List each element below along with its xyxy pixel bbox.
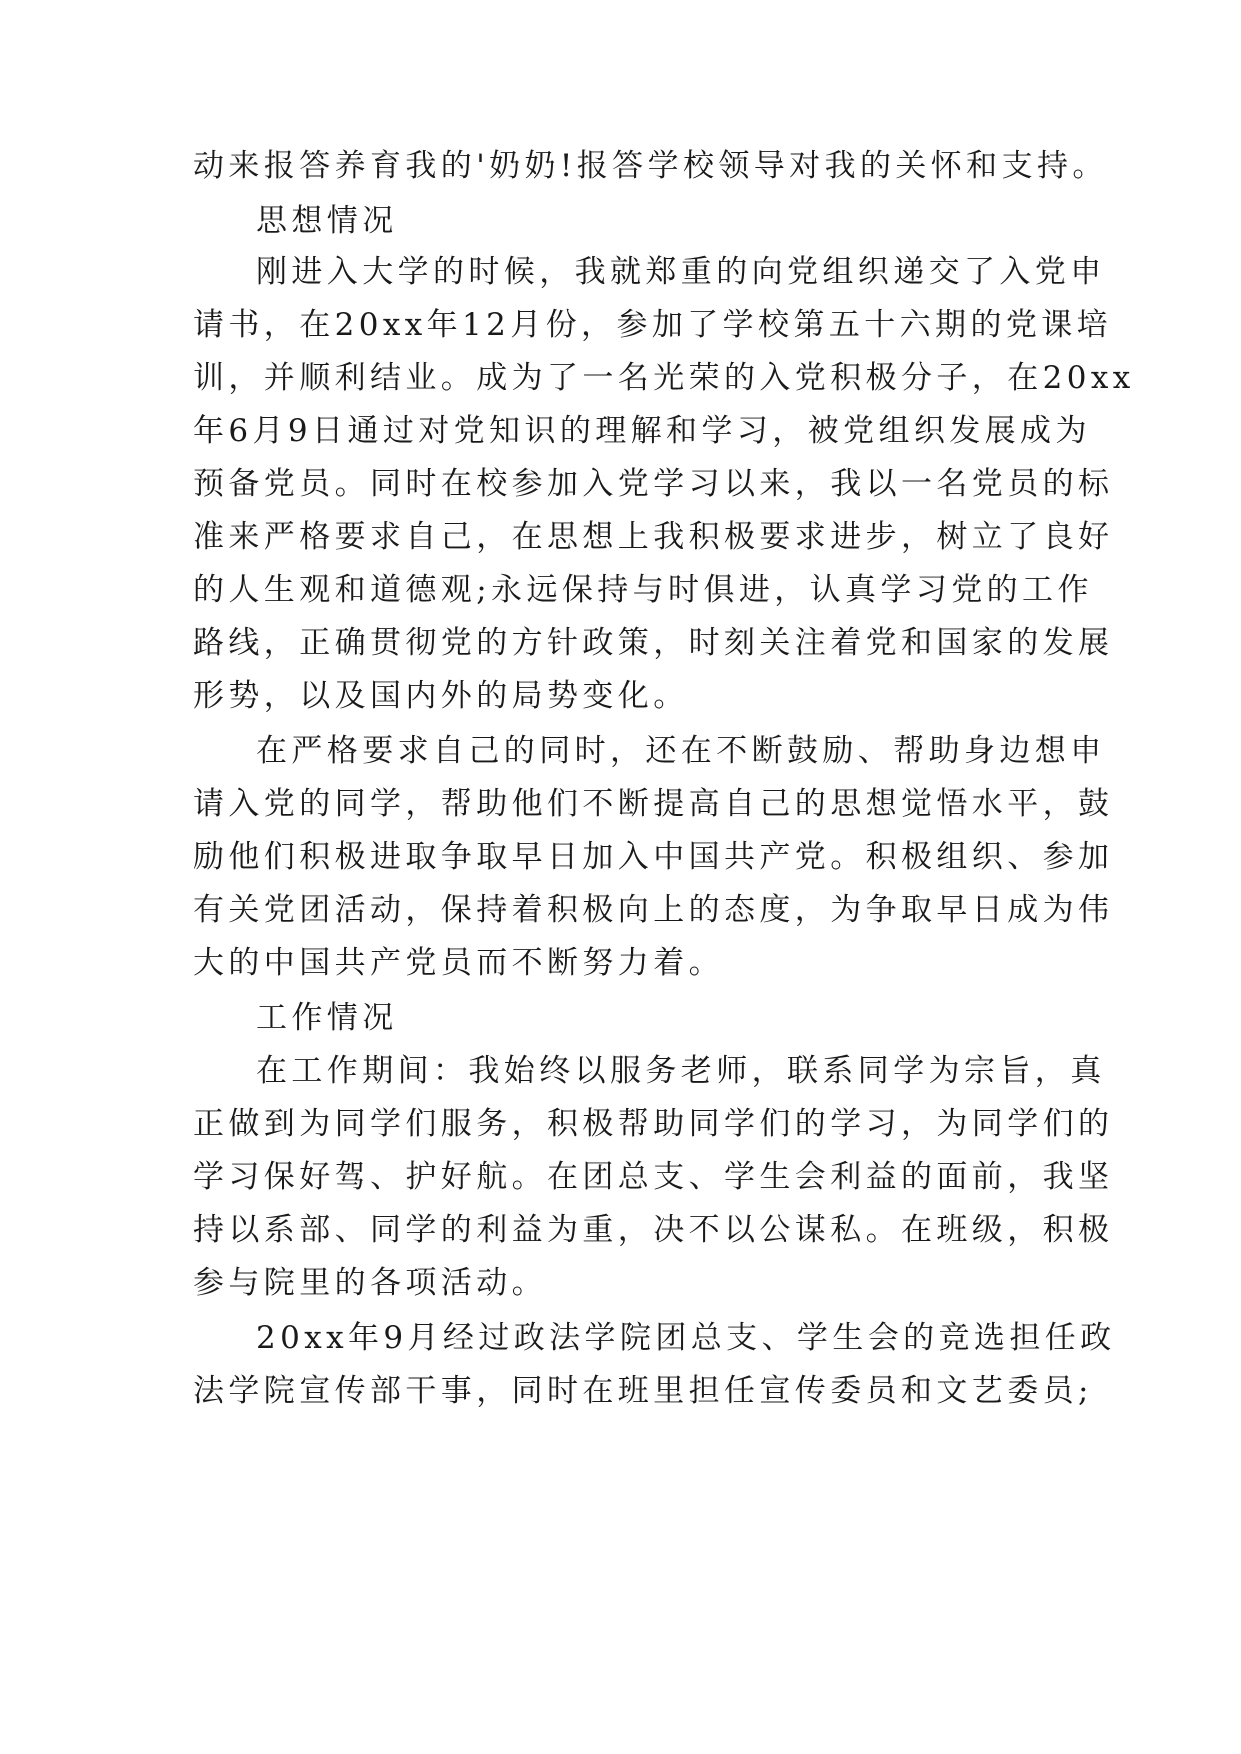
text-line: 形势，以及国内外的局势变化。 — [193, 678, 689, 714]
text-line: 在严格要求自己的同时，还在不断鼓励、帮助身边想申 — [256, 733, 1106, 769]
text-line: 训，并顺利结业。成为了一名光荣的入党积极分子，在20xx — [193, 360, 1135, 396]
text-line: 动来报答养育我的'奶奶!报答学校领导对我的关怀和支持。 — [193, 148, 1108, 184]
text-line: 在工作期间：我始终以服务老师，联系同学为宗旨，真 — [256, 1053, 1106, 1089]
text-line: 路线，正确贯彻党的方针政策，时刻关注着党和国家的发展 — [193, 625, 1114, 661]
text-line: 学习保好驾、护好航。在团总支、学生会利益的面前，我坚 — [193, 1159, 1114, 1195]
text-line: 持以系部、同学的利益为重，决不以公谋私。在班级，积极 — [193, 1212, 1114, 1248]
text-line: 有关党团活动，保持着积极向上的态度，为争取早日成为伟 — [193, 892, 1114, 928]
text-line: 法学院宣传部干事，同时在班里担任宣传委员和文艺委员; — [193, 1373, 1093, 1409]
text-line: 年6月9日通过对党知识的理解和学习，被党组织发展成为 — [193, 413, 1091, 449]
text-line: 准来严格要求自己，在思想上我积极要求进步，树立了良好 — [193, 519, 1114, 555]
text-line: 刚进入大学的时候，我就郑重的向党组织递交了入党申 — [256, 254, 1106, 290]
section-heading-work: 工作情况 — [256, 1000, 398, 1036]
text-line: 20xx年9月经过政法学院团总支、学生会的竞选担任政 — [256, 1320, 1116, 1356]
text-line: 请书，在20xx年12月份，参加了学校第五十六期的党课培 — [193, 307, 1113, 343]
text-line: 大的中国共产党员而不断努力着。 — [193, 945, 724, 981]
text-line: 励他们积极进取争取早日加入中国共产党。积极组织、参加 — [193, 839, 1114, 875]
text-line: 的人生观和道德观;永远保持与时俱进，认真学习党的工作 — [193, 572, 1093, 608]
section-heading-thought: 思想情况 — [256, 203, 398, 239]
text-line: 正做到为同学们服务，积极帮助同学们的学习，为同学们的 — [193, 1106, 1114, 1142]
text-line: 参与院里的各项活动。 — [193, 1265, 547, 1301]
text-line: 请入党的同学，帮助他们不断提高自己的思想觉悟水平，鼓 — [193, 786, 1114, 822]
text-line: 预备党员。同时在校参加入党学习以来，我以一名党员的标 — [193, 466, 1114, 502]
